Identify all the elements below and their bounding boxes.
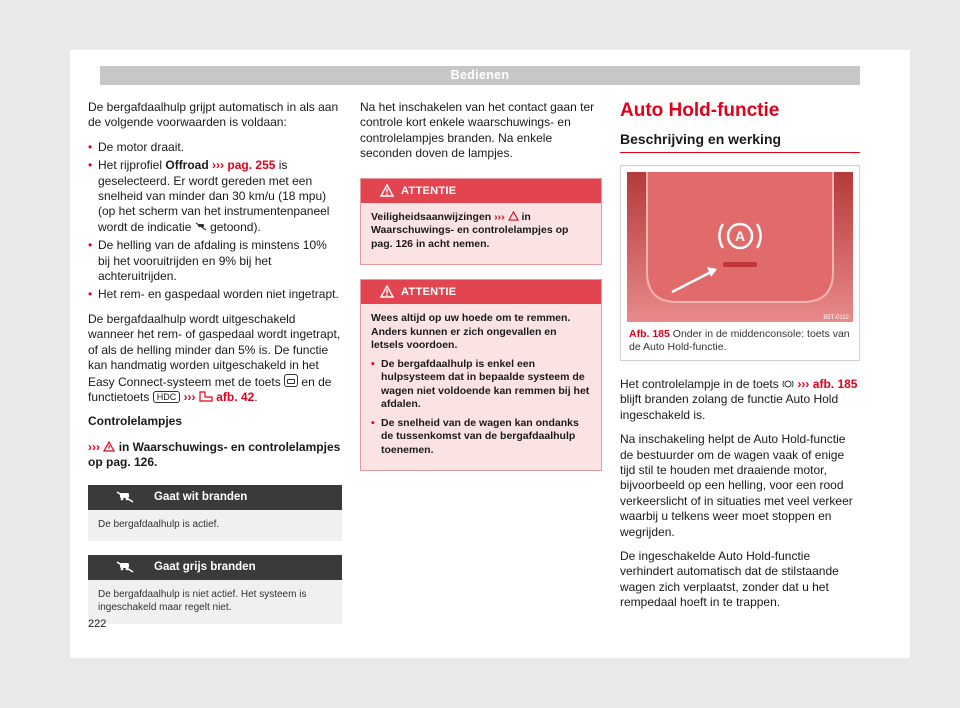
body-paragraph: De ingeschakelde Auto Hold-functie verhindert automatisch dat de stilstaande wagen zich verplaatst, zonder dat u het rempedaal hoeft in te trappen. (620, 549, 839, 610)
body-paragraph: Na inschakeling helpt de Auto Hold-functie de bestuurder om de wagen vaak of enige tijd stil te houden met draaiende motor, bijvoorbeeld op een helling, voor een rood verkeerslicht of in situaties met veel verkeer waarbij u telkens weer moet stoppen en wegrijden. (620, 432, 853, 539)
figure-caption: Afb. 185 Onder in de middenconsole: toets van de Auto Hold-functie. (629, 328, 850, 353)
intro-text: De bergafdaalhulp grijpt automatisch in als aan de volgende voorwaarden is voldaan: (88, 100, 339, 130)
column-2 (360, 100, 602, 485)
svg-text:A: A (734, 228, 746, 244)
status-text: De bergafdaalhulp is actief. (98, 518, 220, 530)
intro-text: Na het inschakelen van het contact gaan ter controle kort enkele waarschuwings- en controlelampjes branden. Na enkele seconden doven de lampjes. (360, 100, 595, 161)
auto-hold-icon (782, 379, 794, 389)
status-text: De bergafdaalhulp is niet actief. Het systeem is ingeschakeld maar regelt niet. (98, 588, 307, 613)
figure-code: B5T-0112 (823, 315, 849, 321)
warning-text: Wees altijd op uw hoede om te remmen. Anders kunnen er zich ongevallen en letsels voordoen. (371, 312, 571, 352)
hill-descent-icon (195, 221, 207, 232)
hill-descent-icon (116, 559, 134, 575)
warning-text: Veiligheidsaanwijzingen ››› in Waarschuwings- en controlelampjes op pag. 126 in acht nemen. (371, 210, 569, 250)
section-subtitle: Beschrijving en werking (620, 130, 860, 153)
page-link[interactable]: pag. 255 (227, 158, 276, 173)
warning-triangle-icon (380, 184, 394, 197)
figure-link[interactable]: afb. 42 (216, 389, 255, 404)
auto-hold-figure (627, 172, 853, 322)
status-title: Gaat grijs branden (154, 560, 256, 573)
warning-triangle-icon (380, 285, 394, 298)
warning-triangle-icon (103, 441, 115, 452)
figure-link[interactable]: afb. 185 (812, 377, 858, 391)
caption-label: Afb. 185 (629, 328, 670, 340)
column-3 (620, 100, 860, 620)
list-item: • Het rem- en gaspedaal worden niet ingetrapt. (88, 287, 339, 302)
warning-title: ATTENTIE (401, 286, 457, 299)
page-header: Bedienen (100, 66, 860, 85)
body-paragraph: Het controlelampje in de toets ››› afb. 185 blijft branden zolang de functie Auto Hold ingeschakeld is. (620, 377, 858, 422)
section-title: Auto Hold-functie (620, 100, 780, 121)
list-item: • De motor draait. (88, 139, 185, 154)
figure (620, 165, 860, 361)
page-number: 222 (88, 618, 107, 630)
list-item: • Het rijprofiel Offroad ››› pag. 255 is geselecteerd. Er wordt gereden met een snelheid van minder dan 30 km/u (18 mpu) (op het scherm van het instrumentenpaneel wordt de indicatie getoond). (88, 158, 330, 234)
status-title: Gaat wit branden (154, 490, 248, 503)
disable-paragraph: De bergafdaalhulp wordt uitgeschakeld wanneer het rem- of gaspedaal wordt ingetrapt, of als de helling minder dan 5% is. De functie kan handmatig worden uitgeschakeld in het Easy Connect-systeem met de toets en de functietoets HDC ››› afb. 42. (88, 311, 341, 404)
ref-arrow: ››› (212, 158, 225, 173)
list-item: • De bergafdaalhulp is enkel een hulpsysteem dat in bepaalde systeem de wagen niet voldoende kan remmen bij het afdalen. (371, 357, 590, 411)
controlelampjes-heading: Controlelampjes (88, 414, 183, 429)
warning-box (360, 279, 602, 471)
column-1 (88, 100, 342, 624)
list-item: • De snelheid van de wagen kan ondanks de tussenkomst van de bergafdaalhulp toenemen. (371, 416, 579, 456)
status-box-white (88, 485, 342, 541)
car-key-icon (284, 374, 298, 387)
hdc-key: HDC (153, 391, 181, 403)
hill-descent-icon (116, 489, 134, 505)
warning-triangle-icon (508, 211, 519, 221)
figure-ref-icon (199, 391, 213, 402)
status-box-grey (88, 555, 342, 624)
offroad-label: Offroad (165, 158, 209, 173)
warning-box (360, 178, 602, 266)
warning-reference: ››› in Waarschuwings- en controlelampjes op pag. 126. (88, 439, 341, 470)
list-item: • De helling van de afdaling is minstens 10% bij het vooruitrijden en 9% bij het achteruitrijden. (88, 238, 327, 284)
condition-list (88, 140, 342, 303)
warning-title: ATTENTIE (401, 184, 457, 197)
